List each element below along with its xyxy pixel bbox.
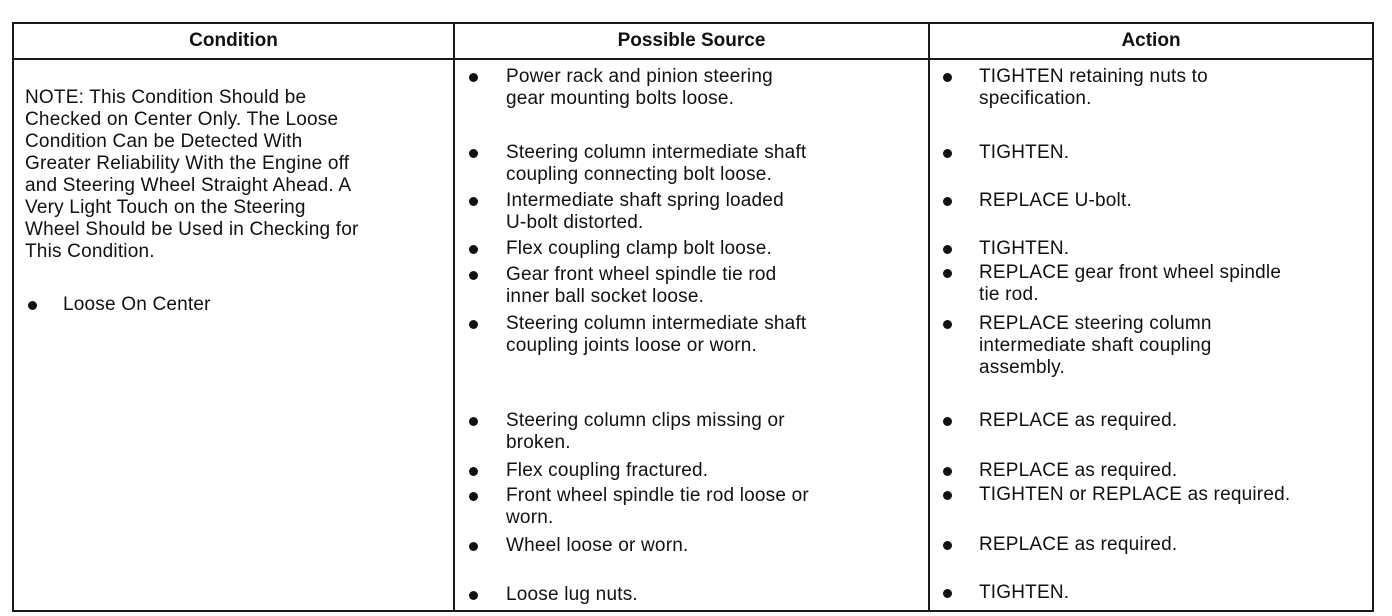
bullet-icon — [469, 542, 478, 551]
source-item-line: coupling connecting bolt loose. — [506, 164, 773, 185]
source-item-line: Steering column intermediate shaft — [506, 142, 807, 163]
source-item-line: broken. — [506, 432, 571, 453]
bullet-icon — [469, 467, 478, 476]
source-item-line: U-bolt distorted. — [506, 212, 644, 233]
source-item-line: Flex coupling fractured. — [506, 460, 709, 481]
action-item-line: REPLACE as required. — [979, 534, 1178, 555]
source-item-line: Loose lug nuts. — [506, 584, 638, 605]
source-item-line: Steering column intermediate shaft — [506, 313, 807, 334]
action-item-line: tie rod. — [979, 284, 1039, 305]
bullet-icon — [943, 589, 952, 598]
bullet-icon — [943, 491, 952, 500]
action-item-line: TIGHTEN. — [979, 238, 1070, 259]
action-item-line: REPLACE steering column — [979, 313, 1212, 334]
header-condition: Condition — [189, 30, 278, 51]
action-item-line: TIGHTEN. — [979, 582, 1070, 603]
source-item-line: worn. — [506, 507, 554, 528]
bullet-icon — [943, 149, 952, 158]
source-item-line: inner ball socket loose. — [506, 286, 705, 307]
condition-item: Loose On Center — [63, 294, 211, 315]
action-item-line: REPLACE as required. — [979, 460, 1178, 481]
action-item-line: REPLACE U-bolt. — [979, 190, 1132, 211]
source-item-line: Flex coupling clamp bolt loose. — [506, 238, 773, 259]
header-action: Action — [1121, 30, 1181, 51]
action-item-line: specification. — [979, 88, 1092, 109]
bullet-icon — [469, 417, 478, 426]
bullet-icon — [469, 197, 478, 206]
source-item-line: coupling joints loose or worn. — [506, 335, 758, 356]
action-item-line: TIGHTEN retaining nuts to — [979, 66, 1208, 87]
condition-note-line: Checked on Center Only. The Loose — [25, 109, 339, 130]
bullet-icon — [943, 467, 952, 476]
condition-note-line: NOTE: This Condition Should be — [25, 87, 307, 108]
bullet-icon — [943, 541, 952, 550]
action-item-line: TIGHTEN. — [979, 142, 1070, 163]
action-item-line: TIGHTEN or REPLACE as required. — [979, 484, 1291, 505]
source-item-line: Front wheel spindle tie rod loose or — [506, 485, 809, 506]
action-item-line: REPLACE as required. — [979, 410, 1178, 431]
condition-note-line: Very Light Touch on the Steering — [25, 197, 306, 218]
bullet-icon — [469, 73, 478, 82]
action-item-line: assembly. — [979, 357, 1065, 378]
bullet-icon — [469, 245, 478, 254]
bullet-icon — [469, 591, 478, 600]
condition-note-line: This Condition. — [25, 241, 155, 262]
source-item-line: gear mounting bolts loose. — [506, 88, 735, 109]
bullet-icon — [943, 269, 952, 278]
bullet-icon — [469, 320, 478, 329]
source-item-line: Intermediate shaft spring loaded — [506, 190, 784, 211]
condition-note-line: and Steering Wheel Straight Ahead. A — [25, 175, 352, 196]
bullet-icon — [469, 271, 478, 280]
source-item-line: Wheel loose or worn. — [506, 535, 689, 556]
bullet-icon — [943, 73, 952, 82]
column-divider-2 — [928, 22, 930, 612]
bullet-icon — [943, 245, 952, 254]
header-possible-source: Possible Source — [617, 30, 766, 51]
source-item-line: Gear front wheel spindle tie rod — [506, 264, 777, 285]
bullet-icon — [943, 197, 952, 206]
bullet-icon — [943, 320, 952, 329]
condition-note-line: Condition Can be Detected With — [25, 131, 303, 152]
bullet-icon — [28, 301, 37, 310]
action-item-line: REPLACE gear front wheel spindle — [979, 262, 1282, 283]
condition-note-line: Wheel Should be Used in Checking for — [25, 219, 359, 240]
bullet-icon — [469, 492, 478, 501]
action-item-line: intermediate shaft coupling — [979, 335, 1212, 356]
condition-note-line: Greater Reliability With the Engine off — [25, 153, 350, 174]
column-divider-1 — [453, 22, 455, 612]
bullet-icon — [469, 149, 478, 158]
header-divider — [12, 58, 1374, 60]
source-item-line: Power rack and pinion steering — [506, 66, 773, 87]
bullet-icon — [943, 417, 952, 426]
source-item-line: Steering column clips missing or — [506, 410, 785, 431]
